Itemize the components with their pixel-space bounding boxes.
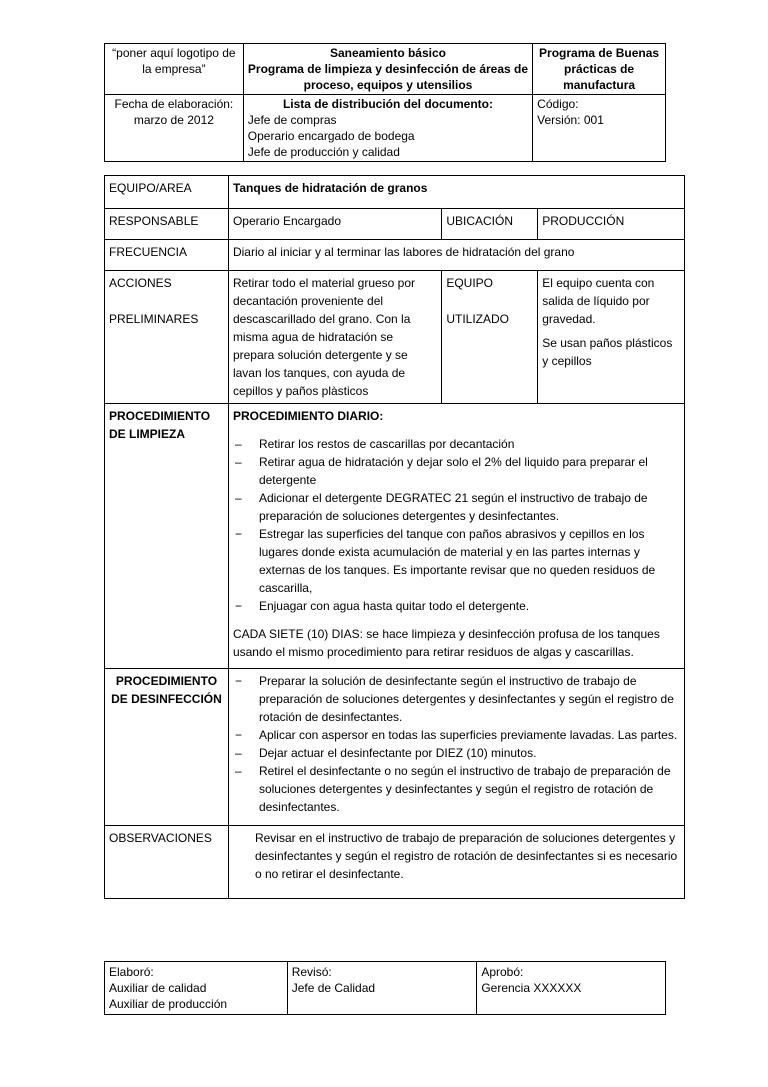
row-observaciones [105, 826, 685, 899]
document-header [104, 43, 666, 162]
list-item [233, 453, 680, 489]
list-item [233, 435, 680, 453]
code-label: Código: [537, 97, 579, 111]
observaciones-value: Revisar en el instructivo de trabajo de preparación de soluciones detergentes y desinfectantes y según el registro de rotación de desinfectantes si es necesario o no retirar el desinfectante. [254, 831, 678, 881]
distribution-item: Operario encargado de bodega [247, 129, 415, 143]
step-text: Retirar los restos de cascarillas por decantación [258, 437, 515, 451]
list-item [233, 726, 680, 744]
observaciones-label: OBSERVACIONES [105, 826, 229, 899]
elaboro-label: Elaboró: [109, 965, 154, 979]
date-label: Fecha de elaboración: [114, 97, 234, 111]
elaboro-line: Auxiliar de producción [109, 997, 228, 1011]
dash-marker: – [234, 437, 242, 451]
ubicacion-value: PRODUCCIÓN [538, 209, 685, 240]
dash-marker: – [234, 491, 242, 505]
row-equipo [105, 176, 685, 209]
aprobo-cell [477, 962, 666, 1015]
reviso-cell [287, 962, 477, 1015]
step-text: Retirar agua de hidratación y dejar solo el 2% del liquido para preparar el detergente [258, 455, 648, 487]
row-acciones [105, 271, 685, 404]
list-item [233, 762, 680, 816]
document-title [243, 44, 532, 95]
title-line-2: Programa de limpieza y desinfección de áreas de proceso, equipos y utensilios [247, 62, 529, 92]
limpieza-note: CADA SIETE (10) DIAS: se hace limpieza y desinfección profusa de los tanques usando el mismo procedimiento para retirar residuos de algas y cascarillas. [232, 627, 660, 659]
desinfeccion-content [228, 669, 684, 826]
version-label: Versión: 001 [537, 113, 604, 127]
equipo-utilizado-label [442, 271, 538, 404]
dash-marker: – [234, 764, 242, 778]
acciones-label [105, 271, 229, 404]
limpieza-title: PROCEDIMIENTO DIARIO: [232, 409, 384, 423]
equipo-utilizado-text-2: Se usan paños plásticos y cepillos [542, 336, 673, 368]
row-responsable [105, 209, 685, 240]
ubicacion-label: UBICACIÓN [442, 209, 538, 240]
responsable-label: RESPONSABLE [105, 209, 229, 240]
step-text: Preparar la solución de desinfectante según el instructivo de trabajo de preparación de soluciones detergentes y desinfectantes y según el registro de rotación de desinfectantes. [258, 674, 674, 724]
list-item [233, 525, 680, 597]
list-item [233, 744, 680, 762]
dash-marker: – [234, 455, 242, 469]
date-value: marzo de 2012 [133, 113, 214, 127]
reviso-value: Jefe de Calidad [291, 981, 376, 995]
code-version [533, 95, 666, 162]
acciones-label-1: ACCIONES [109, 276, 172, 290]
responsable-value: Operario Encargado [228, 209, 441, 240]
reviso-label: Revisó: [291, 965, 332, 979]
equipo-value: Tanques de hidratación de granos [228, 176, 684, 209]
acciones-label-2: PRELIMINARES [109, 312, 199, 326]
row-desinfeccion [105, 669, 685, 826]
list-item [233, 672, 680, 726]
step-text: Adicionar el detergente DEGRATEC 21 según el instructivo de trabajo de preparación de soluciones detergentes y desinfectantes. [258, 491, 648, 523]
list-item [233, 597, 680, 615]
equipo-utilizado-label-1: EQUIPO [446, 276, 494, 290]
dash-marker: − [234, 674, 242, 688]
list-item [233, 489, 680, 525]
signature-table [104, 961, 666, 1015]
aprobo-label: Aprobó: [481, 965, 524, 979]
logo-placeholder: “poner aquí logotipo de la empresa” [105, 44, 244, 95]
distribution-title: Lista de distribución del documento: [282, 97, 493, 111]
equipo-label: EQUIPO/AREA [105, 176, 229, 209]
dash-marker: − [234, 527, 242, 541]
dash-marker: − [234, 728, 242, 742]
equipo-utilizado-value [538, 271, 685, 404]
step-text: Retirel el desinfectante o no según el instructivo de trabajo de preparación de soluciones detergentes y desinfectantes y según el registro de rotación de desinfectantes. [258, 764, 671, 814]
aprobo-value: Gerencia XXXXXX [481, 981, 582, 995]
desinfeccion-label: PROCEDIMIENTO DE DESINFECCIÓN [105, 669, 229, 826]
dash-marker: − [234, 599, 242, 613]
distribution-list [243, 95, 532, 162]
row-frecuencia [105, 240, 685, 271]
elaboration-date [105, 95, 244, 162]
elaboro-cell [105, 962, 288, 1015]
desinfeccion-steps [233, 672, 680, 816]
dash-marker: – [234, 746, 242, 760]
title-line-1: Saneamiento básico [329, 46, 446, 60]
observaciones-content [228, 826, 684, 899]
equipo-utilizado-label-2: UTILIZADO [446, 312, 510, 326]
step-text: Estregar las superficies del tanque con paños abrasivos y cepillos en los lugares donde exista acumulación de material y en las partes internas y externas de los tanques. Es importante revisar que no queden residuos de cascarilla, [258, 527, 656, 595]
elaboro-line: Auxiliar de calidad [109, 981, 207, 995]
limpieza-label: PROCEDIMIENTO DE LIMPIEZA [105, 404, 229, 669]
distribution-item: Jefe de producción y calidad [247, 145, 400, 159]
limpieza-steps [233, 435, 680, 615]
limpieza-content [228, 404, 684, 669]
program-name: Programa de Buenas prácticas de manufactura [533, 44, 666, 95]
row-limpieza [105, 404, 685, 669]
acciones-value: Retirar todo el material grueso por decantación proveniente del descascarillado del grano. Con la misma agua de hidratación se prepara solución detergente y se lavan los tanques, con ayuda de cepillos y paños plàsticos [228, 271, 441, 404]
distribution-item: Jefe de compras [247, 113, 337, 127]
frecuencia-value: Diario al iniciar y al terminar las labores de hidratación del grano [228, 240, 684, 271]
step-text: Enjuagar con agua hasta quitar todo el detergente. [258, 599, 530, 613]
step-text: Dejar actuar el desinfectante por DIEZ (10) minutos. [258, 746, 537, 760]
equipo-utilizado-text-1: El equipo cuenta con salida de líquido por gravedad. [542, 276, 655, 326]
procedure-table [104, 175, 685, 899]
frecuencia-label: FRECUENCIA [105, 240, 229, 271]
step-text: Aplicar con aspersor en todas las superficies previamente lavadas. Las partes. [258, 728, 678, 742]
